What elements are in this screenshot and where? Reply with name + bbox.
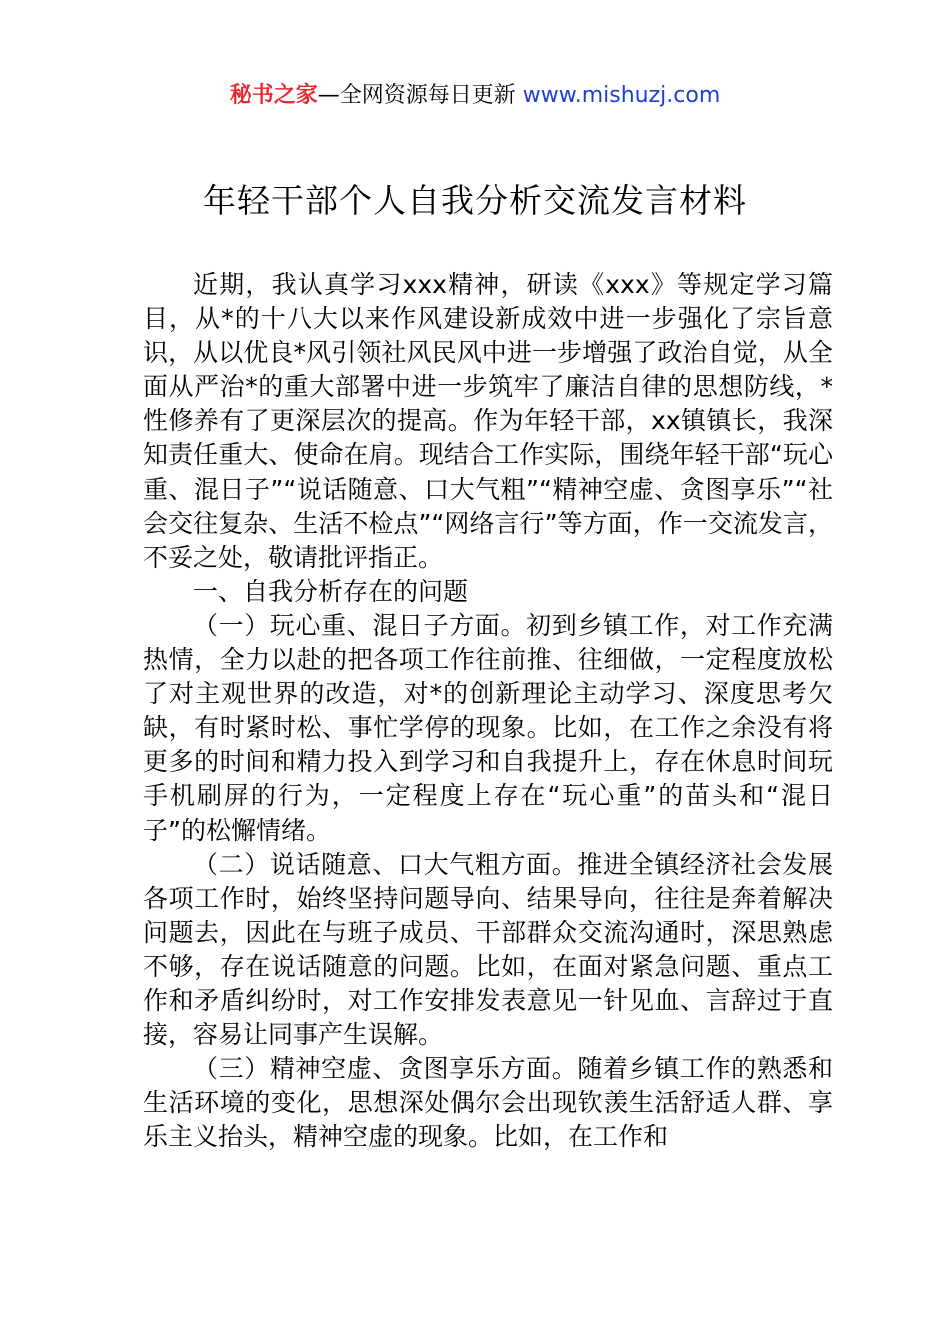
paragraph-item-1: （一）玩心重、混日子方面。初到乡镇工作，对工作充满热情，全力以赴的把各项工作往前推、往细做，一定程度放松了对主观世界的改造，对*的创新理论主动学习、深度思考欠缺，有时紧时松、事忙学停的现象。比如，在工作之余没有将更多的时间和精力投入到学习和自我提升上，存在休息时间玩手机刷屏的行为，一定程度上存在“玩心重”的苗头和“混日子”的松懈情绪。	[143, 610, 833, 845]
document-title: 年轻干部个人自我分析交流发言材料	[203, 181, 747, 220]
paragraph-intro: 近期，我认真学习xxx精神，研读《xxx》等规定学习篇目，从*的十八大以来作风建设新成效中进一步强化了宗旨意识，从以优良*风引领社风民风中进一步增强了政治自觉，从全面从严治*的重大部署中进一步筑牢了廉洁自律的思想防线，*性修养有了更深层次的提高。作为年轻干部，xx镇镇长，我深知责任重大、使命在肩。现结合工作实际，围绕年轻干部“玩心重、混日子”“说话随意、口大气粗”“精神空虚、贪图享乐”“社会交往复杂、生活不检点”“网络言行”等方面，作一交流发言，不妥之处，敬请批评指正。	[143, 270, 833, 572]
document-body	[143, 268, 833, 1154]
paragraph-item-3: （三）精神空虚、贪图享乐方面。随着乡镇工作的熟悉和生活环境的变化，思想深处偶尔会出现钦羡生活舒适人群、享乐主义抬头，精神空虚的现象。比如，在工作和	[143, 1054, 833, 1152]
paragraph-item-2: （二）说话随意、口大气粗方面。推进全镇经济社会发展各项工作时，始终坚持问题导向、结果导向，往往是奔着解决问题去，因此在与班子成员、干部群众交流沟通时，深思熟虑不够，存在说话随意的问题。比如，在面对紧急问题、重点工作和矛盾纠纷时，对工作安排发表意见一针见血、言辞过于直接，容易让同事产生误解。	[143, 849, 833, 1050]
site-header	[0, 80, 950, 112]
site-url-link[interactable]: www.mishuzj.com	[522, 83, 721, 108]
site-tagline: —全网资源每日更新	[317, 83, 523, 108]
section-heading: 一、自我分析存在的问题	[193, 576, 469, 606]
brand-name: 秘书之家	[229, 83, 318, 108]
